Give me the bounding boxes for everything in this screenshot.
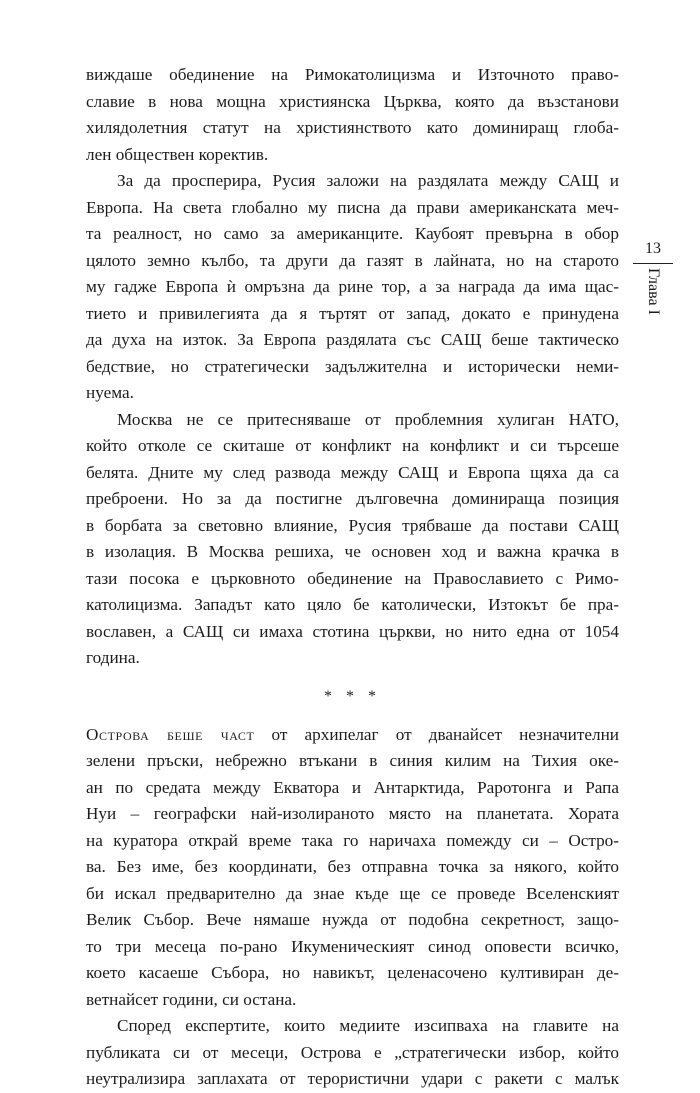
book-page-body — [86, 62, 619, 1093]
paragraph-2 — [86, 168, 619, 407]
text-line: то три месеца по-рано Икуменическият синод оповести всичко, — [86, 936, 619, 956]
text-line: виждаше обединение на Римокатолицизма и Източното право- — [86, 65, 619, 84]
text-line: който отколе се скиташе от конфликт на конфликт и си търсеше — [86, 436, 619, 455]
text-line: ветнайсет години, си остана. — [86, 989, 297, 1009]
text-line: ан по средата между Екватора и Антарктида, Раротонга и Рапа — [86, 777, 619, 797]
text-line: нуема. — [86, 383, 134, 402]
text-line: вославен, а САЩ си имаха стотина църкви, но нито една от 1054 — [86, 621, 619, 641]
section-lead-words: Острова беше част — [86, 724, 255, 744]
paragraph-5 — [86, 1013, 619, 1093]
text-line: в изолация. В Москва решиха, че основен ход и важна крачка в — [86, 542, 619, 561]
text-line: му гадже Европа ѝ омръзна да рине тор, а за награда да има щас- — [86, 277, 619, 296]
text-line: неутрализира заплахата от терористични удари с ракети с малък — [86, 1069, 619, 1088]
chapter-margin-marker — [633, 238, 673, 338]
text-line: зелени пръски, небрежно втъкани в синия килим на Тихия оке- — [86, 751, 619, 770]
text-line: цялото земно кълбо, та други да газят в лайната, но на старото — [86, 250, 619, 270]
text-line: да духа на изток. За Европа раздялата със САЩ беше тактическо — [86, 330, 619, 349]
text-line: католицизма. Западът като цяло бе католически, Изтокът бе пра- — [86, 595, 619, 614]
text-line: Според експертите, които медиите изсипваха на главите на — [117, 1016, 619, 1035]
paragraph-3 — [86, 407, 619, 672]
text-line: славие в нова мощна християнска Църква, която да възстанови — [86, 91, 619, 111]
text-line: Москва не се притесняваше от проблемния хулиган НАТО, — [117, 409, 619, 429]
page-number: 13 — [645, 240, 661, 257]
text-line: белята. Дните му след развода между САЩ и Европа щяха да са — [86, 462, 619, 482]
text-line: на куратора открай време така го наричаха помежду си – Остро- — [86, 830, 619, 850]
text-line: та реалност, но само за американците. Каубоят превърна в обор — [86, 224, 619, 243]
paragraph-1 — [86, 62, 619, 168]
text-line: хилядолетния статут на християнството като доминиращ глоба- — [86, 118, 619, 137]
chapter-label: Глава I — [645, 268, 662, 315]
text-line: което касаеше Събора, но навикът, целенасочено култивиран де- — [86, 963, 619, 982]
text-line: публиката си от месеци, Острова е „стратегически избор, който — [86, 1042, 619, 1062]
text-line: в борбата за световно влияние, Русия трябваше да постави САЩ — [86, 515, 619, 535]
text-line: За да просперира, Русия заложи на раздялата между САЩ и — [117, 171, 619, 190]
section-separator: * * * — [324, 687, 381, 705]
text-line: Велик Събор. Вече нямаше нужда от подобна секретност, защо- — [86, 910, 619, 929]
text-line: тази посока е църковното обединение на Православието с Римо- — [86, 568, 619, 588]
text-line: ва. Без име, без координати, без отправна точка за някого, който — [86, 857, 619, 876]
text-line: Нуи – географски най-изолираното място на планетата. Хората — [86, 804, 619, 823]
text-line: лен обществен коректив. — [86, 144, 269, 164]
text-line: година. — [86, 648, 140, 667]
text-fragment: от архипелаг от дванайсет незначителни — [254, 724, 619, 744]
text-line: Европа. На света глобално му писна да прави американската меч- — [86, 197, 619, 217]
text-line: би искал предварително да знае къде ще се проведе Вселенският — [86, 883, 619, 903]
text-line — [86, 722, 619, 749]
margin-divider — [633, 263, 673, 264]
text-line: преброени. Но за да постигне дълговечна доминираща позиция — [86, 489, 619, 508]
text-line: тието и привилегията да я търтят от запад, докато е принудена — [86, 303, 619, 323]
paragraph-4 — [86, 722, 619, 1014]
text-line: бедствие, но стратегически задължителна и исторически неми- — [86, 356, 619, 376]
